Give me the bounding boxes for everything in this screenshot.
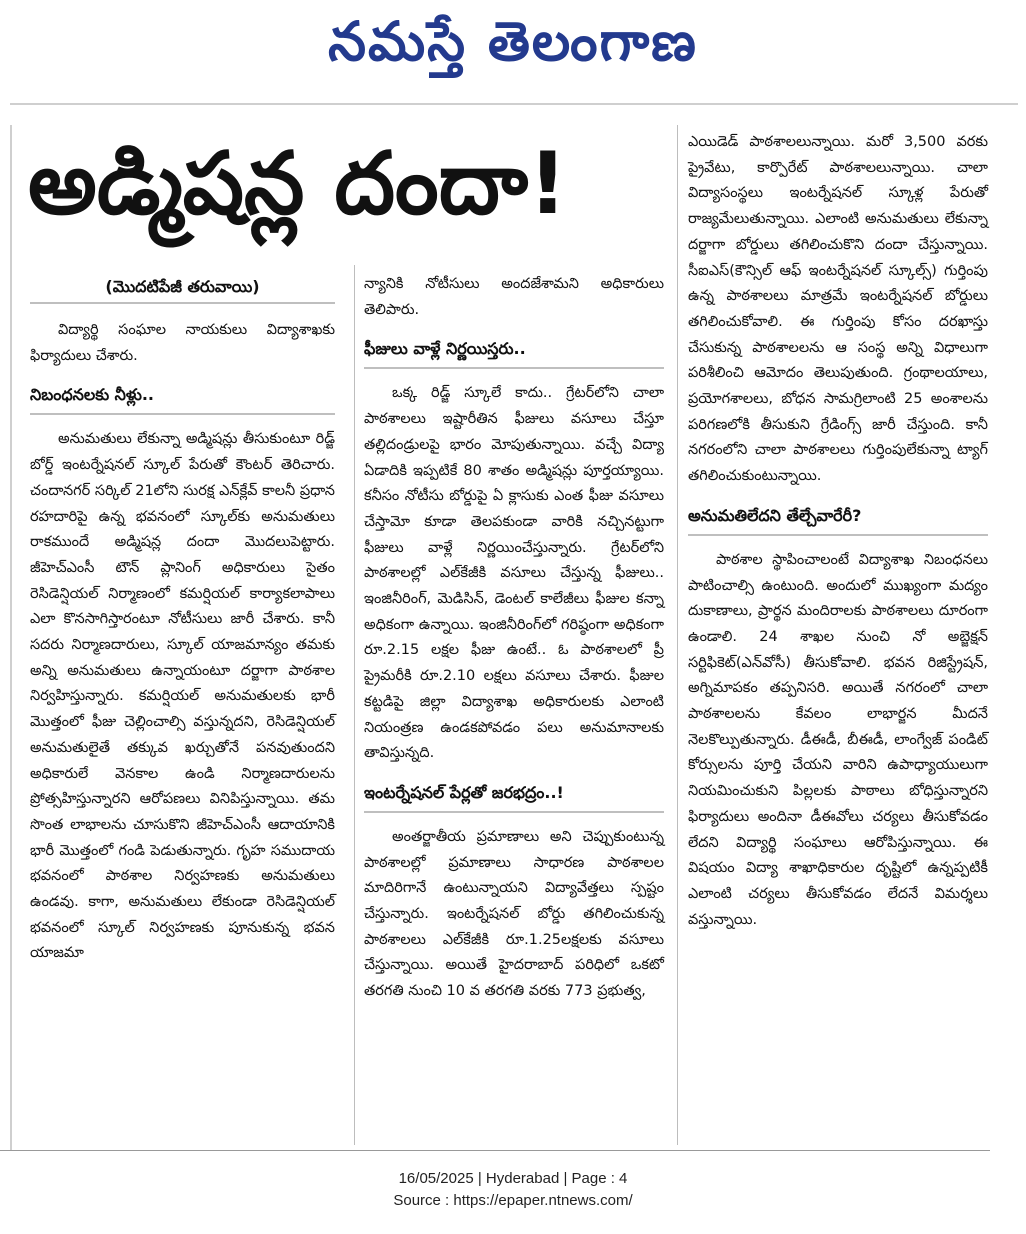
article-paragraph: విద్యార్థి సంఘాల నాయకులు విద్యాశాఖకు ఫిర్యాదులు చేశారు. xyxy=(30,322,335,364)
left-border xyxy=(10,125,12,1150)
column-divider xyxy=(354,265,355,1145)
article-column-2 xyxy=(364,272,664,1007)
article-column-1 xyxy=(30,272,335,969)
article-paragraph: ఒక్క రిడ్జ్ స్కూలే కాదు.. గ్రేటర్‌లోని చాలా పాఠశాలలు ఇష్టారీతిన ఫీజులు వసూలు చేస్తూ తల్లిదండ్రులపై భారం మోపుతున్నాయి. వచ్చే విద్యా ఏడాదికి ఇప్పటికే 80 శాతం అడ్మిషన్లు పూర్తయ్యాయి. కనీసం నోటీసు బోర్డుపై ఏ క్లాసుకు ఎంత ఫీజు వసూలు చేస్తామో కూడా తెలపకుండా వారికి నచ్చినట్టుగా ఫీజులు వాళ్లే నిర్ణయించేస్తున్నారు. గ్రేటర్‌లోని పాఠశాలల్లో ఎల్‌కేజీకి వసూలు చేస్తున్న ఫీజులు.. ఇంజినీరింగ్, మెడిసిన్, డెంటల్ కాలేజీలు ఫీజుల కన్నా అధికంగా ఉన్నాయి. ఇంజినీరింగ్‌లో గరిష్ఠంగా అధికంగా రూ.2.15 లక్షల ఫీజు ఉంటే.. ఓ పాఠశాలలో ప్రీ ప్రైమరీకి రూ.2.10 లక్షలు వసూలు చేశారు. ఫీజుల కట్టడిపై జిల్లా విద్యాశాఖ అధికారులకు ఎలాంటి నియంత్రణ ఉండకపోవడం పలు అనుమానాలకు తావిస్తున్నది. xyxy=(364,385,664,762)
article-headline: అడ్మిషన్ల దందా! xyxy=(28,134,568,234)
bottom-divider xyxy=(0,1150,990,1151)
column-divider xyxy=(677,125,678,1145)
top-divider xyxy=(10,103,1018,105)
article-column-3 xyxy=(688,130,988,935)
article-paragraph: ఎయిడెడ్ పాఠశాలలున్నాయి. మరో 3,500 వరకు ప్రైవేటు, కార్పొరేట్ పాఠశాలలున్నాయి. చాలా విద్యాసంస్థలు ఇంటర్నేషనల్ స్కూళ్ల పేరుతో రాజ్యమేలుతున్నాయి. ఎలాంటి అనుమతులు లేకున్నా దర్జాగా బోర్డులు తగిలించుకొని దందా చేస్తున్నాయి. సీఐఎస్(కౌన్సిల్ ఆఫ్ ఇంటర్నేషనల్ స్కూల్స్) గుర్తింపు ఉన్న పాఠశాలలు మాత్రమే ఇంటర్నేషనల్ బోర్డులు తగిలించుకోవాలి. ఈ గుర్తింపు కోసం దరఖాస్తు చేసుకున్న పాఠశాలలను ఆ సంస్థ అన్ని విధాలుగా పరిశీలించి ఆమోదం తెలుపుతుంది. గ్రంథాలయాలు, ప్రయోగశాలలు, బోధన సామగ్రిలాంటి 25 అంశాలను పరిగణలోకి తీసుకుని గ్రేడింగ్స్ జారీ చేస్తుంది. కానీ నగరంలోని చాలా పాఠశాలలు గుర్తింపులేకున్నా ట్యాగ్ తగిలించుకుంటున్నాయి. xyxy=(688,134,988,485)
article-paragraph: న్యానికి నోటీసులు అందజేశామని అధికారులు తెలిపారు. xyxy=(364,276,664,318)
article-paragraph: పాఠశాల స్థాపించాలంటే విద్యాశాఖ నిబంధనలు పాటించాల్సి ఉంటుంది. అందులో ముఖ్యంగా మద్యం దుకాణాలు, ప్రార్థన మందిరాలకు పాఠశాలలు దూరంగా ఉండాలి. 24 శాఖల నుంచి నో అబ్జెక్షన్ సర్టిఫికెట్(ఎన్‌వోసీ) తీసుకోవాలి. భవన రిజిస్ట్రేషన్, అగ్నిమాపకం తప్పనిసరి. అయితే నగరంలో చాలా పాఠశాలలను కేవలం లాభార్జన మీదనే నెలకొల్పుతున్నారు. డీఈడీ, బీఈడీ, లాంగ్వేజ్ పండిట్ కోర్సులను పూర్తి చేయని వారిని ఉపాధ్యాయులుగా నియమించుకుని పిల్లలకు పాఠాలు బోధిస్తున్నారని ఫిర్యాదులు అందినా డీఈవోలు చర్యలు తీసుకోవడం లేదని విద్యార్థి సంఘాలు ఆరోపిస్తున్నాయి. ఈ విషయం విద్యా శాఖాధికారుల దృష్టిలో ఉన్నప్పటికీ ఎలాంటి చర్యలు తీసుకోవడం లేదనే విమర్శలు వస్తున్నాయి. xyxy=(688,551,988,928)
page-footer xyxy=(0,1168,1026,1212)
section-subheading: అనుమతిలేదని తేల్చేవారేరీ? xyxy=(688,496,988,536)
newspaper-masthead: నమస్తే తెలంగాణ xyxy=(328,9,698,73)
continued-label: (మొదటిపేజీ తరువాయి) xyxy=(30,272,335,304)
source-link[interactable]: Source : https://epaper.ntnews.com/ xyxy=(393,1192,633,1209)
edition-info: 16/05/2025 | Hyderabad | Page : 4 xyxy=(398,1170,628,1187)
section-subheading: ఫీజులు వాళ్లే నిర్ణయిస్తరు.. xyxy=(364,329,664,369)
article-paragraph: అనుమతులు లేకున్నా అడ్మిషన్లు తీసుకుంటూ రిడ్జ్ బోర్డ్ ఇంటర్నేషనల్ స్కూల్ పేరుతో కౌంటర్ తెరిచారు. చందానగర్ సర్కిల్ 21లోని సురక్ష ఎన్‌క్లేవ్ కాలనీ ప్రధాన రహదారిపై ఉన్న భవనంలో స్కూల్‌కు అనుమతులు రాకముందే అడ్మిషన్ల దందా మొదలుపెట్టారు. జీహెచ్‌ఎంసీ టౌన్ ప్లానింగ్ అధికారులు సైతం రెసిడెన్షియల్ నిర్మాణంలో కమర్షియల్ కార్యాకలాపాలు ఎలా కొనసాగిస్తారంటూ నోటీసులు జారీ చేశారు. కానీ సదరు నిర్మాణదారులు, స్కూల్ యాజమాన్యం తమకు అన్ని అనుమతులు ఉన్నాయంటూ దర్జాగా పాఠశాల నిర్వహిస్తున్నారు. కమర్షియల్ అనుమతులకు భారీ మొత్తంలో ఫీజు చెల్లించాల్సి వస్తున్నదని, రెసిడెన్షియల్ అనుమతులైతే తక్కువ ఖర్చుతోనే పనవుతుందని అధికారులే వెనకాల ఉండి నిర్మాణదారులను ప్రోత్సహిస్తున్నారని ఆరోపణలు వినిపిస్తున్నాయి. తమ సొంత లాభాలను చూసుకొని జీహెచ్‌ఎంసీ ఆదాయానికి భారీ మొత్తంలో గండి పెడుతున్నారు. గృహ సముదాయ భవనంలో పాఠశాల నిర్వహణకు అనుమతులు ఉండవు. కాగా, అనుమతులు లేకుండా రెసిడెన్షియల్ భవనంలో స్కూల్ నిర్వహణకు పూనుకున్న భవన యాజమా xyxy=(30,431,335,962)
section-subheading: ఇంటర్నేషనల్ పేర్లతో జరభద్రం..! xyxy=(364,773,664,813)
section-subheading: నిబంధనలకు నీళ్లు.. xyxy=(30,375,335,415)
article-paragraph: అంతర్జాతీయ ప్రమాణాలు అని చెప్పుకుంటున్న పాఠశాలల్లో ప్రమాణాలు సాధారణ పాఠశాలల మాదిరిగానే ఉంటున్నాయని విద్యావేత్తలు స్పష్టం చేస్తున్నారు. ఇంటర్నేషనల్ బోర్డు తగిలించుకున్న పాఠశాలలు ఎల్‌కేజీకి రూ.1.25లక్షలకు వసూలు చేస్తున్నాయి. అయితే హైదరాబాద్ పరిధిలో ఒకటో తరగతి నుంచి 10 వ తరగతి వరకు 773 ప్రభుత్వ, xyxy=(364,828,664,1000)
